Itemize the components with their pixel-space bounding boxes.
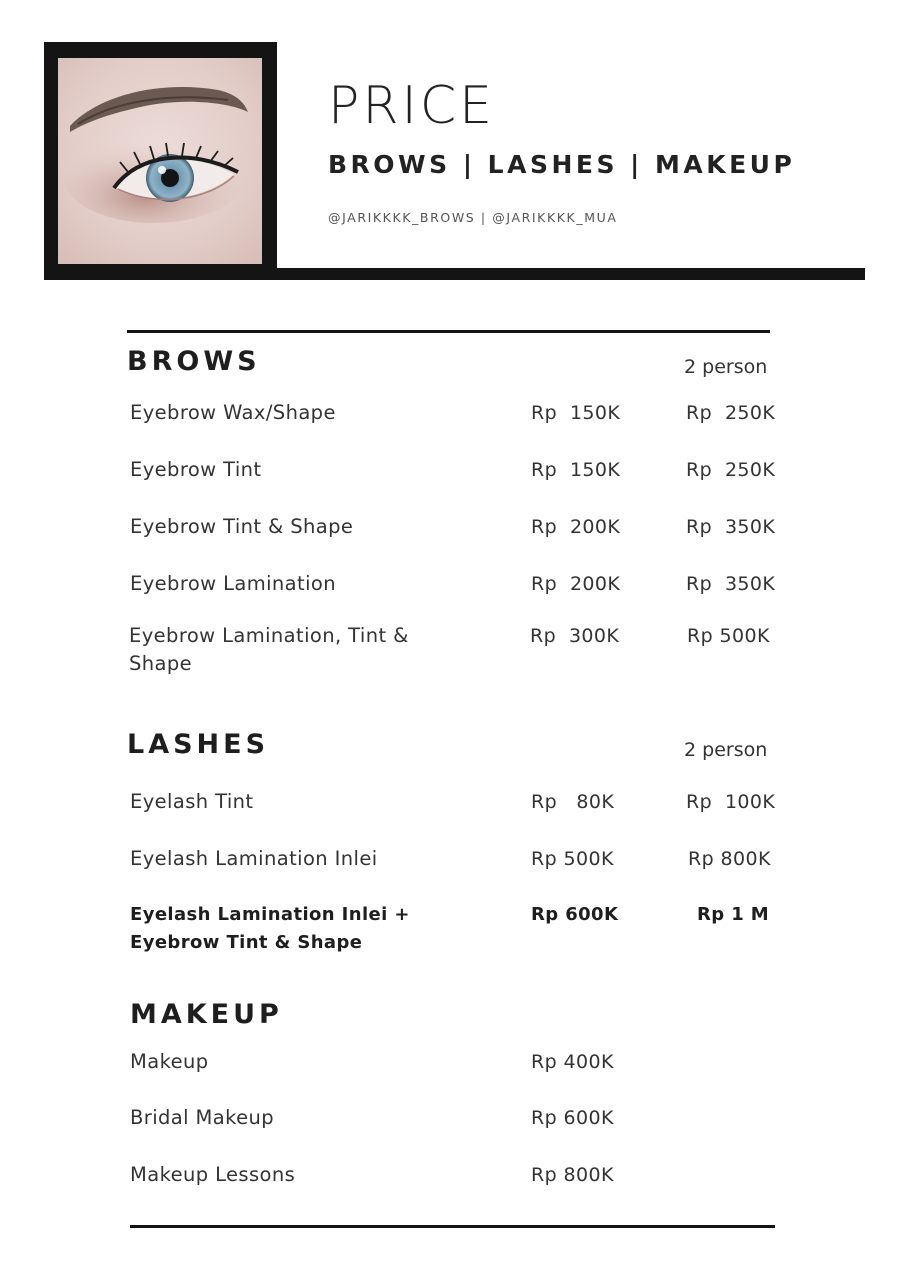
lashes-item-name-line1: Eyelash Lamination Inlei + xyxy=(130,904,410,925)
brows-item-price: Rp 150K xyxy=(531,459,621,481)
brows-item-price-2: Rp 250K xyxy=(686,402,776,424)
brows-item-name: Eyebrow Tint & Shape xyxy=(130,515,354,538)
top-divider xyxy=(127,330,770,333)
brows-title: BROWS xyxy=(127,346,261,377)
brows-item-price: Rp 200K xyxy=(531,573,621,595)
bottom-divider xyxy=(130,1225,775,1228)
lashes-item-name-line2: Eyebrow Tint & Shape xyxy=(130,932,363,953)
lashes-item-price: Rp 80K xyxy=(531,791,615,813)
page-subtitle: BROWS | LASHES | MAKEUP xyxy=(328,150,796,179)
brows-item-name-line1: Eyebrow Lamination, Tint & xyxy=(129,624,409,647)
brows-item-price: Rp 150K xyxy=(531,402,621,424)
brows-col-note: 2 person xyxy=(684,356,768,378)
photo-frame xyxy=(44,42,277,280)
makeup-item-name: Makeup xyxy=(130,1050,209,1073)
makeup-item-price: Rp 800K xyxy=(531,1164,614,1186)
makeup-title: MAKEUP xyxy=(130,999,283,1030)
brows-item-price-2: Rp 500K xyxy=(687,625,770,647)
brows-item-name: Eyebrow Tint xyxy=(130,458,262,481)
lashes-item-name: Eyelash Tint xyxy=(130,790,254,813)
makeup-item-name: Bridal Makeup xyxy=(130,1106,275,1129)
header-bar xyxy=(44,268,865,280)
brows-item-name-line2: Shape xyxy=(129,652,193,675)
brows-item-name: Eyebrow Wax/Shape xyxy=(130,401,336,424)
brows-item-price: Rp 200K xyxy=(531,516,621,538)
brows-item-price-2: Rp 350K xyxy=(686,573,776,595)
makeup-item-price: Rp 400K xyxy=(531,1051,614,1073)
brows-item-name: Eyebrow Lamination xyxy=(130,572,336,595)
lashes-item-price: Rp 600K xyxy=(531,904,619,925)
brows-item-price: Rp 300K xyxy=(530,625,620,647)
lashes-item-name: Eyelash Lamination Inlei xyxy=(130,847,378,870)
lashes-item-price-2: Rp 800K xyxy=(688,848,771,870)
lashes-item-price: Rp 500K xyxy=(531,848,614,870)
lashes-item-price-2: Rp 1 M xyxy=(697,904,770,925)
makeup-item-price: Rp 600K xyxy=(531,1107,614,1129)
brows-item-price-2: Rp 250K xyxy=(686,459,776,481)
eye-illustration xyxy=(58,58,262,264)
social-handles: @JARIKKKK_BROWS | @JARIKKKK_MUA xyxy=(328,210,618,225)
makeup-item-name: Makeup Lessons xyxy=(130,1163,296,1186)
lashes-item-price-2: Rp 100K xyxy=(686,791,776,813)
lashes-title: LASHES xyxy=(127,729,270,760)
eye-photo xyxy=(58,58,262,264)
lashes-col-note: 2 person xyxy=(684,739,768,761)
page-title: PRICE xyxy=(328,76,495,136)
brows-item-price-2: Rp 350K xyxy=(686,516,776,538)
